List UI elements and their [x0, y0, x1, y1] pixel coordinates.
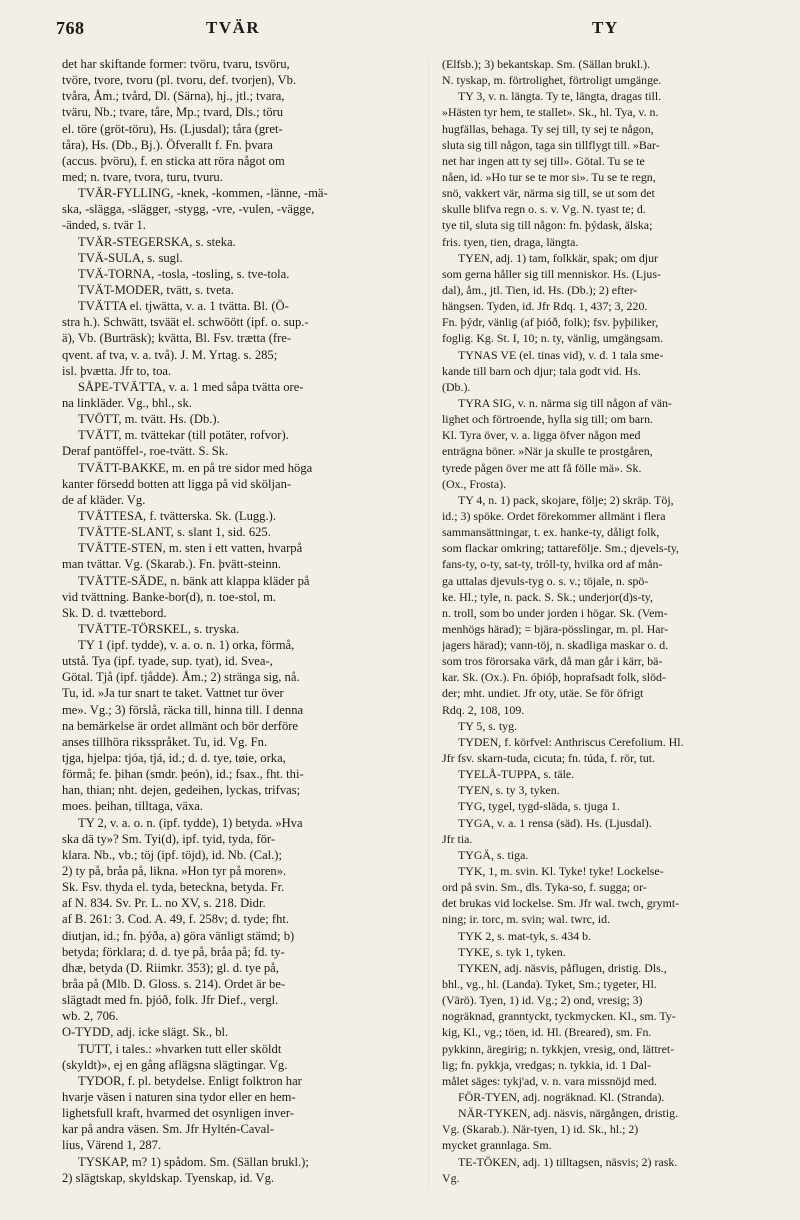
- text-line: anses tillhöra riksspråket. Tu, id. Vg. Fn.: [62, 734, 268, 749]
- text-line: lighet och förtroende, hylla sig till; om barn.: [442, 412, 654, 427]
- text-line: hugfällas, behaga. Ty sej till, ty sej te någon,: [442, 121, 654, 136]
- text-line: »Hästen tyr hem, te stallet». Sk., hl. Tya, v. n.: [442, 105, 659, 120]
- text-line: (Db.).: [442, 379, 471, 394]
- left-column: [62, 56, 414, 1206]
- text-line: TVÄTTESA, f. tvätterska. Sk. (Lugg.).: [78, 508, 276, 523]
- text-line: som flackar omkring; tattarefölje. Sm.; djevels-ty,: [442, 541, 679, 556]
- text-line: Sk. Fsv. thyda el. tyda, beteckna, betyda. Fr.: [62, 880, 285, 895]
- text-line: Sk. D. d. tvættebord.: [62, 605, 167, 620]
- text-line: ä), Vb. (Burträsk); kvätta, Bl. Fsv. trætta (fre-: [62, 331, 292, 346]
- text-line: bhl., vg., hl. (Landa). Tyket, Sm.; tygeter, Hl.: [442, 977, 657, 992]
- text-line: ning; ir. torc, m. svin; wal. twrc, id.: [442, 912, 611, 927]
- text-line: som tros förorsaka värk, då man går i kärr, bä-: [442, 654, 663, 669]
- text-line: tvåra, Åm.; tvård, Dl. (Särna), hj., jtl.; tvara,: [62, 89, 285, 104]
- text-line: TYDEN, f. körfvel: Anthriscus Cerefolium. Hl.: [458, 734, 684, 749]
- text-line: TY 3, v. n. längta. Ty te, längta, dragas till.: [458, 89, 662, 104]
- text-line: de af kläder. Vg.: [62, 492, 146, 507]
- text-line: TYRA SIG, v. n. närma sig till någon af vän-: [458, 395, 672, 410]
- text-line: ga uttalas djevuls-tyg o. s. v.; töjale, n. spö-: [442, 573, 649, 588]
- text-line: TY 1 (ipf. tydde), v. a. o. n. 1) orka, förmå,: [78, 638, 295, 653]
- text-line: Fn. þýdr, vänlig (af þióð, folk); fsv. þyþiliker,: [442, 315, 659, 330]
- text-line: skulle blifva regn o. s. v. Vg. N. tyast te; d.: [442, 202, 646, 217]
- text-line: TYDOR, f. pl. betydelse. Enligt folktron har: [78, 1073, 302, 1088]
- text-line: TVÄR-FYLLING, -knek, -kommen, -länne, -mä-: [78, 186, 328, 201]
- text-line: af B. 261: 3. Cod. A. 49, f. 258v; d. tyde; fht.: [62, 912, 290, 927]
- text-line: -änded, s. tvär 1.: [62, 218, 146, 233]
- text-line: TYKE, s. tyk 1, tyken.: [458, 944, 566, 959]
- text-line: (Värö). Tyen, 1) id. Vg.; 2) ond, vresig; 3): [442, 993, 643, 1008]
- text-line: stra h.). Schwätt, tsväät el. schwöött (ipf. o. sup.-: [62, 315, 309, 330]
- text-line: TVÄ-SULA, s. sugl.: [78, 250, 183, 265]
- text-line: TVÄTTE-TÖRSKEL, s. tryska.: [78, 621, 240, 636]
- text-line: TYGÄ, s. tiga.: [458, 847, 529, 862]
- text-line: tväru, Nb.; tvare, tåre, Mp.; tvard, Dls.; töru: [62, 105, 284, 120]
- column-divider: [428, 60, 429, 1190]
- text-line: kar. Sk. (Ox.). Fn. óþióþ, hoprafsadt folk, slöd-: [442, 670, 666, 685]
- text-line: SÅPE-TVÄTTA, v. a. 1 med såpa tvätta ore-: [78, 379, 304, 394]
- text-line: me». Vg.; 3) förslå, räcka till, hinna till. I denna: [62, 702, 304, 717]
- text-line: han, thian; nht. dejen, gedeihen, lyckas, trifvas;: [62, 783, 301, 798]
- text-line: wb. 2, 706.: [62, 1009, 119, 1024]
- text-line: kande till barn och djur; tala godt vid. Hs.: [442, 363, 641, 378]
- text-line: Vg. (Skarab.). När-tyen, 1) id. Sk., hl.; 2): [442, 1122, 639, 1137]
- right-column: [442, 56, 772, 1206]
- text-line: N. tyskap, m. förtrolighet, förtroligt umgänge.: [442, 73, 662, 88]
- text-line: betyda; förklara; d. d. tye på, bråa på; fd. ty-: [62, 944, 285, 959]
- text-line: (skyldt)», ej en gång aflägsna slägtingar. Vg.: [62, 1057, 288, 1072]
- text-line: vid tvättning. Banke-bor(d), n. toe-stol, m.: [62, 589, 277, 604]
- text-line: lighetsfull kraft, hvarmed det osynligen inver-: [62, 1106, 294, 1121]
- running-head-left: TVÄR: [206, 18, 261, 37]
- text-line: Vg.: [442, 1170, 460, 1185]
- text-line: TYGA, v. a. 1 rensa (säd). Hs. (Ljusdal).: [458, 815, 652, 830]
- text-line: isl. þvætta. Jfr to, toa.: [62, 363, 172, 378]
- text-line: n. troll, som bo under jorden i högar. Sk. (Vem-: [442, 605, 668, 620]
- text-line: tyrede pågen över me att få fölle mä». Sk.: [442, 460, 642, 475]
- text-line: tjga, hjelpa: tjóa, tjá, id.; d. d. tye, tøie, orka,: [62, 751, 286, 766]
- text-line: menhögs härad); = bjära-pösslingar, m. pl. Har-: [442, 621, 669, 636]
- text-line: hängsen. Tyden, id. Jfr Rdq. 1, 437; 3, 220.: [442, 299, 648, 314]
- text-line: snö, vakkert vär, närma sig till, se ut som det: [442, 186, 655, 201]
- text-line: TVÄTTE-SLANT, s. slant 1, sid. 625.: [78, 525, 271, 540]
- text-line: TVÄTTA el. tjwätta, v. a. 1 tvätta. Bl. (Ö-: [78, 299, 289, 314]
- text-line: diutjan, id.; fn. þýða, a) göra vänligt stämd; b): [62, 928, 295, 943]
- text-line: O-TYDD, adj. icke slägt. Sk., bl.: [62, 1025, 229, 1040]
- text-line: jagers härad); vann-töj, n. skadliga maskar o. d.: [442, 638, 669, 653]
- text-line: slägtadt med fn. þjóð, folk. Jfr Dief., vergl.: [62, 993, 279, 1008]
- text-line: pykkinn, äregirig; n. tykkjen, vresig, ond, lättret-: [442, 1041, 675, 1056]
- text-line: dhæ, betyda (D. Riimkr. 353); gl. d. tye på,: [62, 960, 279, 975]
- text-line: TYEN, s. ty 3, tyken.: [458, 783, 560, 798]
- text-line: kanter försedd botten att ligga på vid sköljan-: [62, 476, 292, 491]
- text-line: TYELÅ-TUPPA, s. täle.: [458, 767, 575, 782]
- text-line: id.; 3) spöke. Ordet förekommer allmänt i flera: [442, 508, 666, 523]
- text-line: ke. Hl.; tyle, n. pack. S. Sk.; underjor(d)s-ty,: [442, 589, 653, 604]
- text-line: kig, Kl., vg.; töen, id. Hl. (Breared), sm. Fn.: [442, 1025, 652, 1040]
- text-line: TVÖTT, m. tvätt. Hs. (Db.).: [78, 412, 220, 427]
- text-line: (Ox., Frosta).: [442, 476, 507, 491]
- text-line: TE-TÖKEN, adj. 1) tilltagsen, näsvis; 2) rask.: [458, 1154, 678, 1169]
- text-line: det har skiftande former: tvöru, tvaru, tsvöru,: [62, 57, 290, 71]
- text-line: (accus. þvöru), f. en sticka att röra något om: [62, 153, 285, 168]
- text-line: kar på andra väsen. Sm. Jfr Hyltén-Caval-: [62, 1122, 274, 1137]
- text-line: nåen, id. »Ho tur se te mor si». Tu se te regn,: [442, 169, 656, 184]
- text-line: Kl. Tyra över, v. a. ligga öfver någon med: [442, 428, 641, 443]
- text-line: el. töre (gröt-töru), Hs. (Ljusdal); tåra (gret-: [62, 121, 283, 136]
- text-line: NÄR-TYKEN, adj. näsvis, närgången, dristig.: [458, 1106, 679, 1121]
- text-line: Jfr tia.: [442, 831, 473, 846]
- text-line: utstå. Tya (ipf. tyade, sup. tyat), id. Svea-,: [62, 654, 273, 669]
- text-line: målet säges: tykj'ad, v. n. vara missnöjd med.: [442, 1073, 658, 1088]
- text-line: TYG, tygel, tygd-släda, s. tjuga 1.: [458, 799, 620, 814]
- text-line: TVÄTTE-SÄDE, n. bänk att klappa kläder på: [78, 573, 310, 588]
- text-line: klara. Nb., vb.; töj (ipf. töjd), id. Nb. (Cal.);: [62, 847, 283, 862]
- text-line: TY 5, s. tyg.: [458, 718, 518, 733]
- text-line: TVÄR-STEGERSKA, s. steka.: [78, 234, 236, 249]
- text-line: TVÄTTE-STEN, m. sten i ett vatten, hvarpå: [78, 541, 303, 556]
- text-line: dal), åm., jtl. Tien, id. Hs. (Db.); 2) efter-: [442, 282, 638, 297]
- text-line: tye til, sluta sig till någon: fn. þýdask, älska;: [442, 218, 653, 233]
- text-line: lig; fn. pykkja, vredgas; n. tykkia, id. 1 Dal-: [442, 1057, 652, 1072]
- text-line: 2) ty på, bråa på, likna. »Hon tyr på moren».: [62, 864, 287, 879]
- text-line: mycket grannlaga. Sm.: [442, 1138, 552, 1153]
- page-number: 768: [56, 18, 85, 38]
- text-line: na bemärkelse är ordet allmänt och bör derföre: [62, 718, 299, 733]
- text-line: na linkläder. Vg., bhl., sk.: [62, 395, 192, 410]
- text-line: som gerna håller sig till menniskor. Hs. (Ljus-: [442, 266, 661, 281]
- text-line: ska, -slägga, -slägger, -stygg, -vre, -vulen, -vägge,: [62, 202, 315, 217]
- text-line: TYK 2, s. mat-tyk, s. 434 b.: [458, 928, 592, 943]
- text-line: net har ingen att ty sej till». Götal. Tu se te: [442, 153, 645, 168]
- text-line: moes. þeihan, tilltaga, växa.: [62, 799, 203, 814]
- text-line: tåra), Hs. (Db., Bj.). Öfverallt f. Fn. þvara: [62, 137, 273, 152]
- text-line: TY 2, v. a. o. n. (ipf. tydde), 1) betyda. »Hva: [78, 815, 303, 830]
- text-line: TY 4, n. 1) pack, skojare, följe; 2) skräp. Töj,: [458, 492, 674, 507]
- text-line: hvarje väsen i naturen sina tydor eller en hem-: [62, 1090, 296, 1104]
- text-line: TYK, 1, m. svin. Kl. Tyke! tyke! Lockelse-: [458, 864, 664, 879]
- text-line: lius, Värend 1, 287.: [62, 1138, 162, 1153]
- text-line: nogräknad, granntyckt, tyckmycken. Kl., sm. Ty-: [442, 1009, 676, 1024]
- text-line: Rdq. 2, 108, 109.: [442, 702, 525, 717]
- text-line: enträgna böner. »När ja skulle te prostgåren,: [442, 444, 653, 459]
- text-line: TYKEN, adj. näsvis, påflugen, dristig. Dls.,: [458, 960, 667, 975]
- text-line: af N. 834. Sv. Pr. L. no XV, s. 218. Didr.: [62, 896, 266, 911]
- text-line: TYEN, adj. 1) tam, folkkär, spak; om djur: [458, 250, 658, 265]
- text-line: sammansättningar, t. ex. hanke-ty, dåligt folk,: [442, 525, 660, 540]
- text-line: FÖR-TYEN, adj. nogräknad. Kl. (Stranda).: [458, 1090, 665, 1104]
- text-line: fris. tyen, tien, draga, längta.: [442, 234, 579, 249]
- text-line: tvöre, tvore, tvoru (pl. tvoru, def. tvorjen), Vb.: [62, 73, 297, 88]
- text-line: TYSKAP, m? 1) spådom. Sm. (Sällan brukl.);: [78, 1154, 309, 1169]
- text-line: TUTT, i tales.: »hvarken tutt eller sköldt: [78, 1041, 282, 1056]
- text-line: Jfr fsv. skarn-tuda, cicuta; fn. túda, f. rör, tut.: [442, 751, 656, 766]
- text-line: Götal. Tjå (ipf. tjådde). Åm.; 2) stränga sig, nå.: [62, 670, 300, 685]
- text-line: der; mht. undiet. Jfr oty, utäe. Se för öfrigt: [442, 686, 644, 701]
- text-line: man tvättar. Vg. (Skarab.). Fn. þvätt-steinn.: [62, 557, 282, 572]
- text-line: TVÄ-TORNA, -tosla, -tosling, s. tve-tola.: [78, 266, 290, 281]
- text-line: det brukas vid lockelse. Sm. Jfr wal. twch, grymt-: [442, 896, 680, 911]
- text-line: sluta sig till någon, taga sin tillflygt till. »Bar-: [442, 137, 660, 152]
- text-line: TVÄTT-BAKKE, m. en på tre sidor med höga: [78, 460, 313, 475]
- text-line: Deraf pantöffel-, roe-tvätt. S. Sk.: [62, 444, 229, 459]
- running-head-right: TY: [592, 18, 619, 37]
- text-line: fans-ty, o-ty, sat-ty, tróll-ty, hvilka ord af mån-: [442, 557, 663, 572]
- text-line: Tu, id. »Ja tur snart te taket. Vattnet tur över: [62, 686, 284, 701]
- text-line: 2) slägtskap, skyldskap. Tyenskap, id. Vg.: [62, 1170, 275, 1185]
- text-line: TVÄTT, m. tvättekar (till potäter, rofvor).: [78, 428, 289, 443]
- text-line: ska dä ty»? Sm. Tyi(d), ipf. tyid, tyda, för-: [62, 831, 276, 846]
- text-line: TVÄT-MODER, tvätt, s. tveta.: [78, 282, 234, 297]
- text-line: förmå; fe. þihan (smdr. þeón), id.; fsax., fht. thi-: [62, 767, 304, 782]
- text-line: bråa på (Mlb. D. Gloss. s. 214). Ordet är be-: [62, 977, 286, 992]
- text-line: foglig. Kg. St. I, 10; n. ty, vänlig, umgängsam.: [442, 331, 664, 346]
- text-line: med; n. tvare, tvora, turu, tvuru.: [62, 169, 223, 184]
- text-line: TYNAS VE (el. tinas vid), v. d. 1 tala sme-: [458, 347, 664, 362]
- text-line: (Elfsb.); 3) bekantskap. Sm. (Sällan brukl.).: [442, 57, 651, 71]
- text-line: qvent. af tva, v. a. två). J. M. Yrtag. s. 285;: [62, 347, 278, 362]
- text-line: ord på svin. Sm., dls. Tyka-so, f. sugga; or-: [442, 880, 647, 895]
